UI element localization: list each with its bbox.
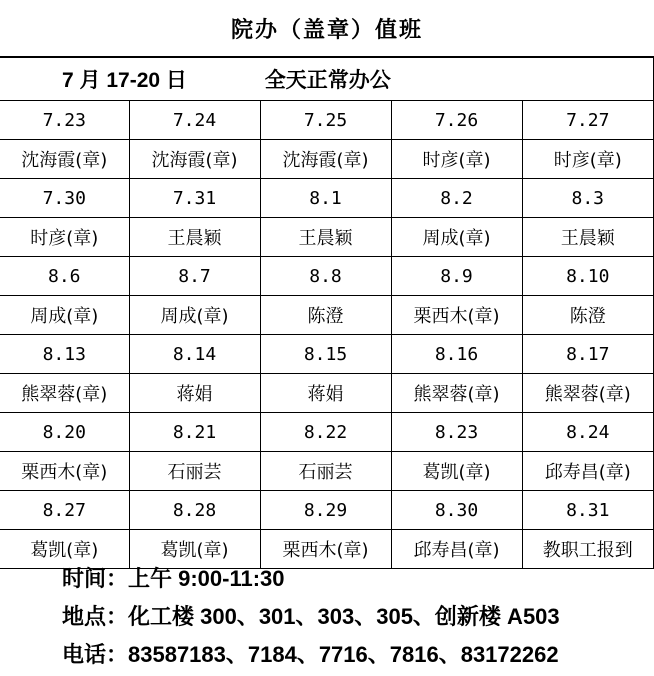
date-cell: 7.27 bbox=[522, 101, 654, 140]
page-title: 院办（盖章）值班 bbox=[230, 17, 423, 43]
staff-cell: 蒋娟 bbox=[129, 374, 260, 413]
staff-cell: 蒋娟 bbox=[260, 374, 391, 413]
date-cell: 8.16 bbox=[391, 335, 522, 374]
header-row bbox=[0, 57, 654, 101]
staff-cell: 石丽芸 bbox=[129, 452, 260, 491]
staff-cell: 时彦(章) bbox=[0, 218, 129, 257]
name-row bbox=[0, 140, 654, 179]
date-row bbox=[0, 179, 654, 218]
date-cell: 7.31 bbox=[129, 179, 260, 218]
date-cell: 8.14 bbox=[129, 335, 260, 374]
office-note: 全天正常办公 bbox=[264, 69, 391, 92]
date-cell: 7.23 bbox=[0, 101, 129, 140]
staff-cell: 周成(章) bbox=[129, 296, 260, 335]
staff-cell: 时彦(章) bbox=[522, 140, 654, 179]
staff-cell: 葛凯(章) bbox=[129, 530, 260, 569]
staff-cell: 王晨颖 bbox=[260, 218, 391, 257]
date-cell: 8.24 bbox=[522, 413, 654, 452]
location-info: 地点：化工楼 300、301、303、305、创新楼 A503 bbox=[62, 604, 560, 629]
staff-cell: 王晨颖 bbox=[129, 218, 260, 257]
date-cell: 8.3 bbox=[522, 179, 654, 218]
date-cell: 7.25 bbox=[260, 101, 391, 140]
phone-info: 电话：83587183、7184、7716、7816、83172262 bbox=[62, 642, 559, 667]
time-info: 时间：上午 9:00-11:30 bbox=[62, 566, 285, 591]
date-cell: 8.9 bbox=[391, 257, 522, 296]
period-label: 7 月 17-20 日 bbox=[62, 69, 187, 92]
staff-cell: 石丽芸 bbox=[260, 452, 391, 491]
staff-cell: 王晨颖 bbox=[522, 218, 654, 257]
staff-cell: 沈海霞(章) bbox=[129, 140, 260, 179]
date-cell: 7.30 bbox=[0, 179, 129, 218]
staff-cell: 熊翠蓉(章) bbox=[391, 374, 522, 413]
staff-cell: 熊翠蓉(章) bbox=[0, 374, 129, 413]
footer-info bbox=[62, 560, 560, 674]
staff-cell: 陈澄 bbox=[260, 296, 391, 335]
date-cell: 8.6 bbox=[0, 257, 129, 296]
staff-cell: 邱寿昌(章) bbox=[522, 452, 654, 491]
staff-cell: 栗西木(章) bbox=[0, 452, 129, 491]
date-row bbox=[0, 335, 654, 374]
staff-cell: 陈澄 bbox=[522, 296, 654, 335]
date-row bbox=[0, 491, 654, 530]
staff-cell: 沈海霞(章) bbox=[260, 140, 391, 179]
date-cell: 8.13 bbox=[0, 335, 129, 374]
name-row bbox=[0, 296, 654, 335]
name-row bbox=[0, 374, 654, 413]
date-cell: 8.28 bbox=[129, 491, 260, 530]
staff-cell: 教职工报到 bbox=[522, 530, 654, 569]
header-cell bbox=[0, 57, 654, 101]
duty-schedule-table bbox=[0, 56, 654, 569]
staff-cell: 时彦(章) bbox=[391, 140, 522, 179]
staff-cell: 栗西木(章) bbox=[391, 296, 522, 335]
date-cell: 8.20 bbox=[0, 413, 129, 452]
staff-cell: 邱寿昌(章) bbox=[391, 530, 522, 569]
staff-cell: 葛凯(章) bbox=[391, 452, 522, 491]
date-row bbox=[0, 257, 654, 296]
date-cell: 8.31 bbox=[522, 491, 654, 530]
date-cell: 7.24 bbox=[129, 101, 260, 140]
date-cell: 8.17 bbox=[522, 335, 654, 374]
date-cell: 8.27 bbox=[0, 491, 129, 530]
staff-cell: 沈海霞(章) bbox=[0, 140, 129, 179]
name-row bbox=[0, 218, 654, 257]
date-cell: 8.8 bbox=[260, 257, 391, 296]
date-cell: 8.2 bbox=[391, 179, 522, 218]
date-row bbox=[0, 101, 654, 140]
date-cell: 8.7 bbox=[129, 257, 260, 296]
staff-cell: 熊翠蓉(章) bbox=[522, 374, 654, 413]
staff-cell: 葛凯(章) bbox=[0, 530, 129, 569]
date-cell: 8.21 bbox=[129, 413, 260, 452]
date-row bbox=[0, 413, 654, 452]
date-cell: 8.22 bbox=[260, 413, 391, 452]
name-row bbox=[0, 452, 654, 491]
staff-cell: 周成(章) bbox=[391, 218, 522, 257]
date-cell: 7.26 bbox=[391, 101, 522, 140]
date-cell: 8.15 bbox=[260, 335, 391, 374]
date-cell: 8.23 bbox=[391, 413, 522, 452]
date-cell: 8.10 bbox=[522, 257, 654, 296]
staff-cell: 栗西木(章) bbox=[260, 530, 391, 569]
date-cell: 8.1 bbox=[260, 179, 391, 218]
date-cell: 8.30 bbox=[391, 491, 522, 530]
date-cell: 8.29 bbox=[260, 491, 391, 530]
staff-cell: 周成(章) bbox=[0, 296, 129, 335]
